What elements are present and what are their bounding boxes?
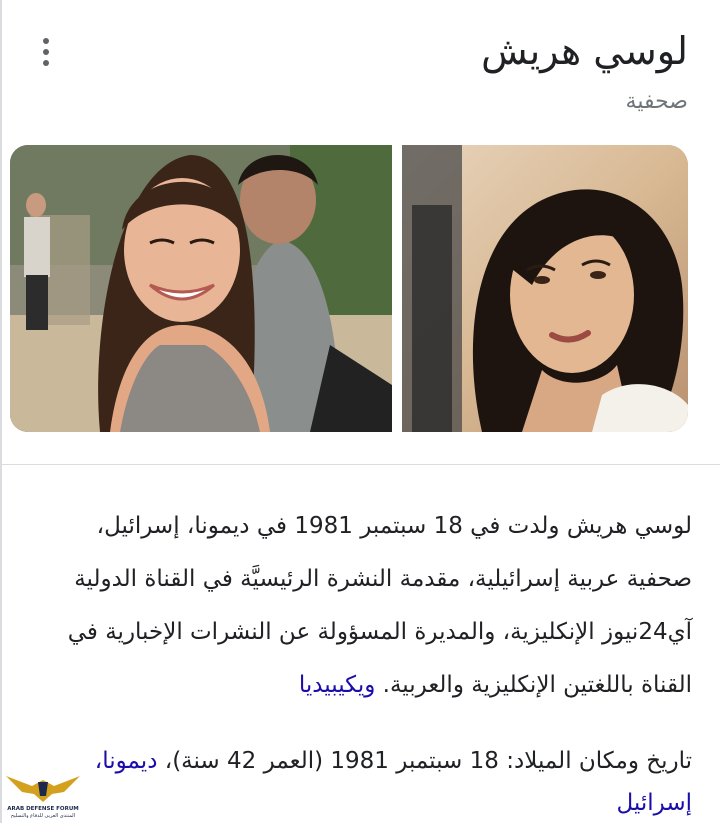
watermark-logo xyxy=(2,762,84,818)
panel-border xyxy=(0,0,2,823)
more-vert-dot xyxy=(43,60,49,66)
more-vert-icon xyxy=(43,38,49,44)
more-options-button[interactable] xyxy=(28,34,64,70)
watermark-line2: المنتدى العربي للدفاع والتسليح xyxy=(10,813,76,818)
birth-label: تاريخ ومكان الميلاد: xyxy=(506,748,692,774)
section-divider xyxy=(2,464,720,465)
wikipedia-link[interactable]: ويكيبيديا xyxy=(298,672,376,698)
portrait-image xyxy=(402,145,688,432)
panel-title: لوسي هريش xyxy=(481,29,688,73)
photo-left[interactable] xyxy=(10,145,392,432)
photo-right[interactable] xyxy=(402,145,688,432)
birth-place-link[interactable]: ديمونا، إسرائيل xyxy=(94,748,692,816)
description xyxy=(26,500,692,712)
panel-subtitle: صحفية xyxy=(625,89,688,114)
eagle-logo-icon xyxy=(2,762,84,818)
birth-value: 18 سبتمبر 1981 (العمر 42 سنة)، xyxy=(164,748,499,774)
description-text: لوسي هريش ولدت في 18 سبتمبر 1981 في ديمونا، إسرائيل، صحفية عربية إسرائيلية، مقدمة النشرة الرئيسيَّة في القناة الدولية آي24نيوز الإنكليزية، والمديرة المسؤولة عن النشرات الإخبارية في القناة باللغتين الإنكليزية والعربية. xyxy=(67,513,692,698)
watermark-line1: ARAB DEFENSE FORUM xyxy=(7,806,79,812)
more-vert-dot xyxy=(43,49,49,55)
birth-fact xyxy=(26,740,692,824)
portrait-image xyxy=(10,145,392,432)
